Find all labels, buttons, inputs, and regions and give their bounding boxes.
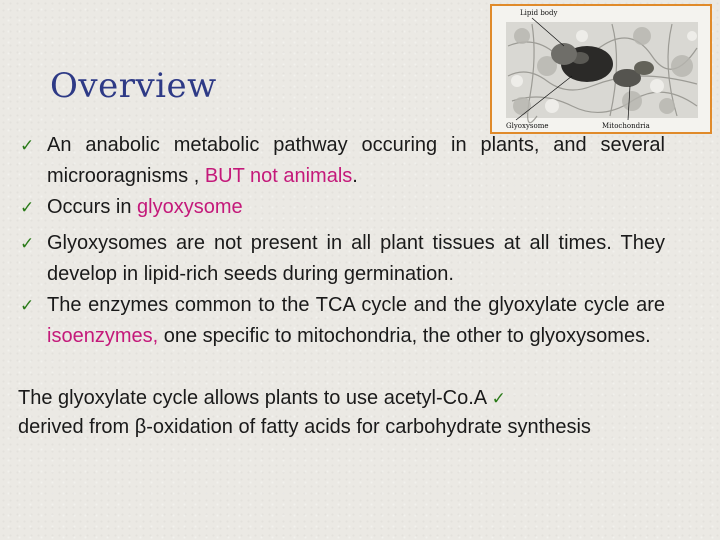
slide-title: Overview [50, 66, 217, 106]
figure-label-lipid-body: Lipid body [520, 9, 558, 17]
check-icon: ✓ [20, 296, 35, 315]
highlight-text: glyoxysome [137, 196, 243, 218]
micrograph-figure [490, 4, 712, 134]
bullet-item [20, 290, 665, 352]
bullet-text: Glyoxysomes are not present in all plant tissues at all times. They develop in lipid-rich seeds during germination. [47, 232, 665, 285]
micrograph-image [492, 6, 710, 132]
figure-label-mitochondria: Mitochondria [602, 122, 650, 130]
check-icon: ✓ [20, 234, 35, 253]
check-icon: ✓ [20, 136, 35, 155]
bullet-text: The enzymes common to the TCA cycle and the glyoxylate cycle are isoenzymes, one specific to mitochondria, the other to glyoxysomes. [47, 294, 665, 347]
bullet-text: An anabolic metabolic pathway occuring in plants, and several microoragnisms , BUT not animals. [47, 134, 665, 187]
check-icon: ✓ [491, 389, 506, 408]
highlight-text: isoenzymes, [47, 325, 159, 347]
bullet-text: Occurs in glyoxysome [47, 196, 243, 218]
bullet-item [20, 228, 665, 290]
bullet-item [20, 130, 665, 192]
summary-text: The glyoxylate cycle allows plants to use acetyl-Co.A ✓ derived from β-oxidation of fatty acids for carbohydrate synthesis [18, 387, 591, 438]
figure-label-glyoxysome: Glyoxysome [506, 122, 549, 130]
bullet-item [20, 192, 665, 223]
highlight-text: BUT not animals [204, 165, 353, 187]
check-icon: ✓ [20, 198, 35, 217]
